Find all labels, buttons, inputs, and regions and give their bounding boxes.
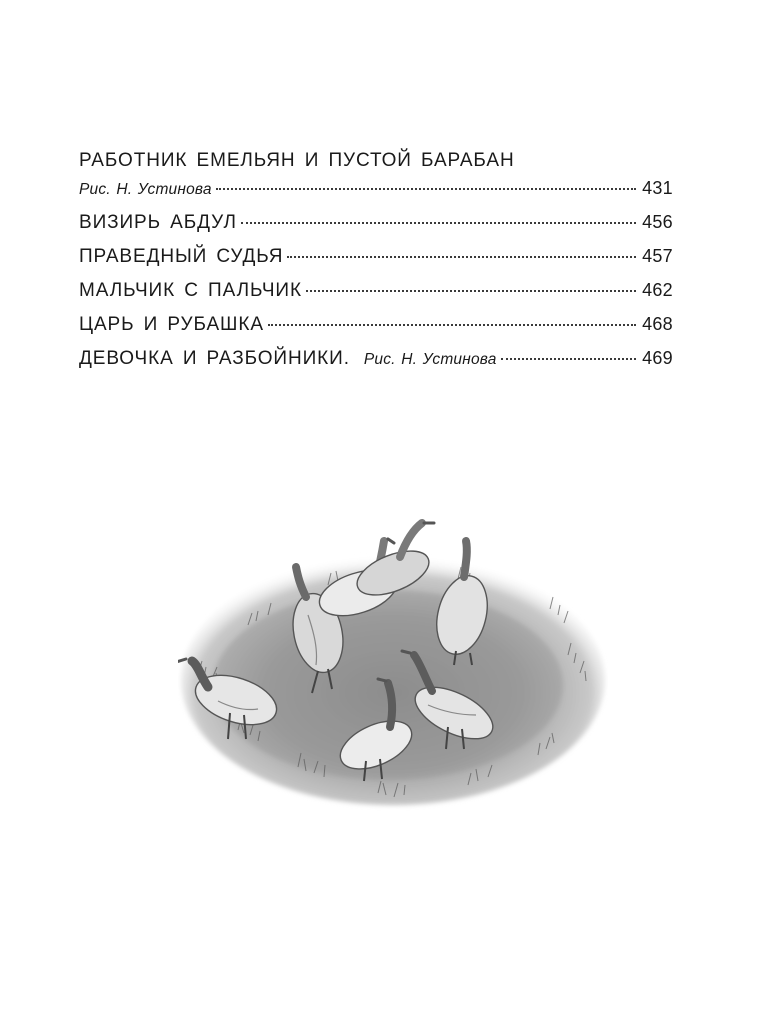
toc-entry[interactable]	[79, 348, 673, 382]
toc-entry[interactable]	[79, 246, 673, 280]
toc-credit: Рис. Н. Устинова	[363, 351, 497, 368]
geese-on-grass-icon	[178, 505, 608, 825]
toc-title: РАБОТНИК ЕМЕЛЬЯН И ПУСТОЙ БАРАБАН	[79, 150, 515, 171]
toc-page-number: 456	[642, 212, 673, 232]
toc-leader-dots	[501, 358, 636, 360]
toc-title: ЦАРЬ И РУБАШКА	[79, 314, 264, 335]
toc-page-number: 468	[642, 314, 673, 334]
toc-title-line	[79, 280, 673, 314]
toc-title-line	[79, 348, 673, 382]
geese-illustration	[178, 505, 608, 825]
toc-leader-dots	[287, 256, 636, 258]
toc-leader-dots	[241, 222, 636, 224]
toc-title-line	[79, 246, 673, 280]
toc-leader-dots	[216, 188, 636, 190]
toc-title-line	[79, 212, 673, 246]
toc-entry[interactable]	[79, 314, 673, 348]
toc-credit: Рис. Н. Устинова	[79, 181, 212, 198]
toc-entry[interactable]	[79, 280, 673, 314]
toc-title-line	[79, 314, 673, 348]
toc-leader-dots	[268, 324, 636, 326]
toc-page-number: 469	[642, 348, 673, 368]
toc-title: МАЛЬЧИК С ПАЛЬЧИК	[79, 280, 302, 301]
toc-leader-dots	[306, 290, 636, 292]
toc-title: ВИЗИРЬ АБДУЛ	[79, 212, 237, 233]
toc-entry[interactable]	[79, 212, 673, 246]
table-of-contents	[79, 150, 673, 382]
toc-title-line	[79, 150, 673, 178]
toc-page-number: 431	[642, 178, 673, 198]
toc-page-number: 462	[642, 280, 673, 300]
toc-title: ДЕВОЧКА И РАЗБОЙНИКИ.	[79, 348, 350, 369]
toc-title: ПРАВЕДНЫЙ СУДЬЯ	[79, 246, 284, 267]
toc-credit-line	[79, 178, 673, 212]
toc-entry[interactable]	[79, 150, 673, 212]
toc-page-number: 457	[642, 246, 673, 266]
